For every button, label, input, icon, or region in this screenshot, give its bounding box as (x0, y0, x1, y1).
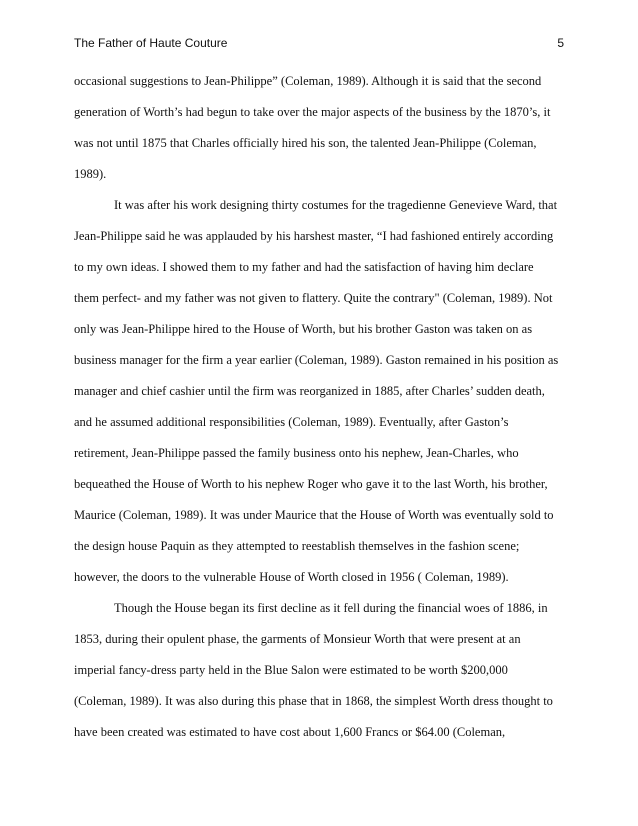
text-line: the design house Paquin as they attempted to reestablish themselves in the fashion scene; (74, 539, 520, 553)
paragraph-2 (74, 190, 568, 593)
text-line: have been created was estimated to have cost about 1,600 Francs or $64.00 (Coleman, (74, 725, 506, 739)
text-line: (Coleman, 1989). It was also during this phase that in 1868, the simplest Worth dress thought to (74, 694, 553, 708)
paragraph-1 (74, 66, 568, 190)
text-line: bequeathed the House of Worth to his nephew Roger who gave it to the last Worth, his brother, (74, 477, 548, 491)
text-line: occasional suggestions to Jean-Philippe” (Coleman, 1989). Although it is said that the second (74, 74, 542, 88)
text-line: generation of Worth’s had begun to take over the major aspects of the business by the 1870’s, it (74, 105, 551, 119)
text-line: Jean-Philippe said he was applauded by his harshest master, “I had fashioned entirely according (74, 229, 554, 243)
text-line: and he assumed additional responsibilities (Coleman, 1989). Eventually, after Gaston’s (74, 415, 509, 429)
text-line: business manager for the firm a year earlier (Coleman, 1989). Gaston remained in his position as (74, 353, 559, 367)
page-number: 5 (557, 36, 564, 50)
text-line: 1853, during their opulent phase, the garments of Monsieur Worth that were present at an (74, 632, 521, 646)
text-line: retirement, Jean-Philippe passed the family business onto his nephew, Jean-Charles, who (74, 446, 519, 460)
text-line: Maurice (Coleman, 1989). It was under Maurice that the House of Worth was eventually sold to (74, 508, 554, 522)
text-line: was not until 1875 that Charles officially hired his son, the talented Jean-Philippe (Coleman, (74, 136, 537, 150)
text-line: them perfect- and my father was not given to flattery. Quite the contrary" (Coleman, 1989). Not (74, 291, 553, 305)
text-line: manager and chief cashier until the firm was reorganized in 1885, after Charles’ sudden death, (74, 384, 545, 398)
paragraph-3 (74, 593, 568, 748)
page-header (74, 36, 564, 54)
text-line: only was Jean-Philippe hired to the House of Worth, but his brother Gaston was taken on as (74, 322, 533, 336)
body-text (74, 66, 568, 748)
running-head: The Father of Haute Couture (74, 36, 228, 50)
text-line: Though the House began its first decline as it fell during the financial woes of 1886, in (114, 601, 548, 615)
text-line: however, the doors to the vulnerable House of Worth closed in 1956 ( Coleman, 1989). (74, 570, 509, 584)
text-line: to my own ideas. I showed them to my father and had the satisfaction of having him declare (74, 260, 534, 274)
text-line: 1989). (74, 167, 107, 181)
text-line: It was after his work designing thirty costumes for the tragedienne Genevieve Ward, that (114, 198, 558, 212)
text-line: imperial fancy-dress party held in the Blue Salon were estimated to be worth $200,000 (74, 663, 508, 677)
